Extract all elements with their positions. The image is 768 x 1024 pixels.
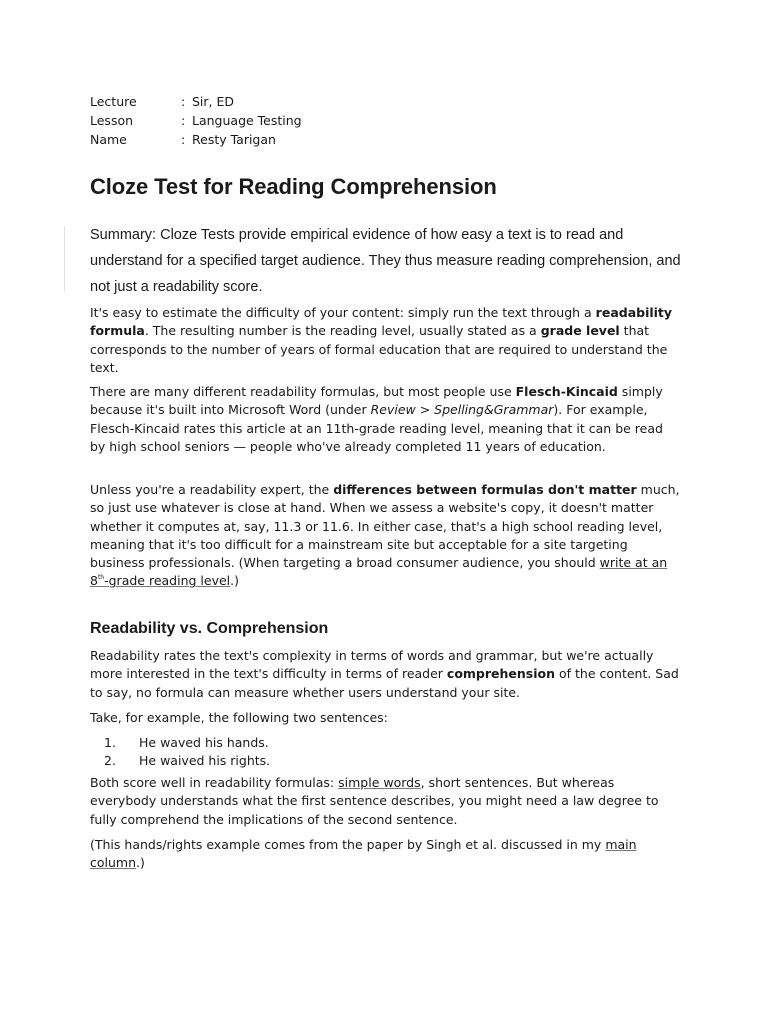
text: Readability rates the text's complexity in terms of words and grammar, but we're actually more interested in the text's difficulty in terms of reader: [90, 648, 654, 682]
text: Both score well in readability formulas:: [90, 775, 339, 790]
text: . The resulting number is the reading level, usually stated as a: [144, 323, 541, 339]
summary-paragraph: Summary: Cloze Tests provide empirical evidence of how easy a text is to read and understand for a specified target audience. They thus measure reading comprehension, and not just a readability score.: [90, 227, 681, 295]
header-separator: :: [181, 113, 186, 128]
bold-term: differences between formulas don't matter: [333, 482, 637, 497]
text: .): [136, 855, 145, 871]
text: that corresponds to the number of years of formal education that are required to understand the text.: [90, 323, 668, 375]
summary-divider: [64, 226, 65, 292]
header-value: Sir, ED: [192, 94, 235, 109]
text: Unless you're a readability expert, the: [90, 482, 334, 497]
header-key: Lesson: [90, 113, 134, 128]
text: of the content. Sad to say, no formula can measure whether users understand your site.: [90, 666, 679, 700]
paragraph-formula-differences: [90, 481, 684, 591]
document-title: Cloze Test for Reading Comprehension: [90, 174, 497, 199]
document-page: [90, 92, 682, 871]
paragraph-source-note: [90, 836, 682, 873]
bold-term: Flesch-Kincaid: [515, 384, 618, 399]
list-number: 1.: [104, 735, 116, 750]
header-value: Language Testing: [192, 113, 302, 128]
header-value: Resty Tarigan: [192, 132, 276, 147]
list-text: He waved his hands.: [139, 735, 269, 750]
section-heading: Readability vs. Comprehension: [90, 620, 329, 637]
bold-term: readability formula: [90, 305, 673, 339]
header-key: Lecture: [90, 94, 137, 109]
paragraph-readability-intro: [90, 304, 682, 377]
header-separator: :: [181, 132, 186, 147]
header-row-name: [90, 130, 682, 149]
simple-words-link[interactable]: simple words: [338, 775, 421, 790]
link-text: write at an 8: [90, 555, 668, 589]
paragraph-both-score: [90, 774, 682, 829]
main-column-link[interactable]: main column: [90, 837, 637, 871]
bold-term: comprehension: [446, 666, 556, 682]
text: much, so just use whatever is close at hand. When we assess a website's copy, it doesn't matter whether it computes at, say, 11.3 or 11.6. In either case, that's a high school reading level, meaning that it's too difficult for a mainstream site but acceptable for a site targeting business professionals. (When targeting a broad consumer audience, you should: [90, 482, 680, 571]
text: It's easy to estimate the difficulty of your content: simply run the text through a: [90, 305, 596, 320]
list-number: 2.: [104, 753, 116, 769]
paragraph-example-intro: Take, for example, the following two sentences:: [90, 710, 388, 725]
paragraph-flesch-kincaid: [90, 383, 682, 456]
text: , short sentences. But whereas everybody understands what the first sentence describes, you might need a law degree to fully comprehend the implications of the second sentence.: [90, 775, 659, 827]
bold-term: grade level: [540, 323, 620, 339]
link-text: -grade reading level: [104, 573, 231, 589]
document-header: [90, 92, 682, 149]
text: ). For example, Flesch-Kincaid rates this article at an 11th-grade reading level, meaning that it can be read by high school seniors — people who've already completed 11 years of education.: [90, 402, 663, 454]
paragraph-comprehension: [90, 647, 682, 702]
header-separator: :: [181, 94, 186, 109]
header-row-lecture: [90, 92, 682, 111]
italic-menu-path: Review > Spelling&Grammar: [370, 402, 554, 418]
link-superscript: th: [97, 574, 105, 582]
list-item: [90, 734, 682, 752]
text: (This hands/rights example comes from the paper by Singh et al. discussed in my: [90, 837, 606, 852]
header-key: Name: [90, 132, 127, 147]
list-text: He waived his rights.: [139, 753, 271, 769]
example-list: [90, 734, 682, 771]
text: .): [230, 573, 239, 589]
text: There are many different readability formulas, but most people use: [90, 384, 516, 399]
list-item: [90, 752, 682, 770]
header-row-lesson: [90, 111, 682, 130]
text: simply because it's built into Microsoft Word (under: [90, 384, 663, 418]
